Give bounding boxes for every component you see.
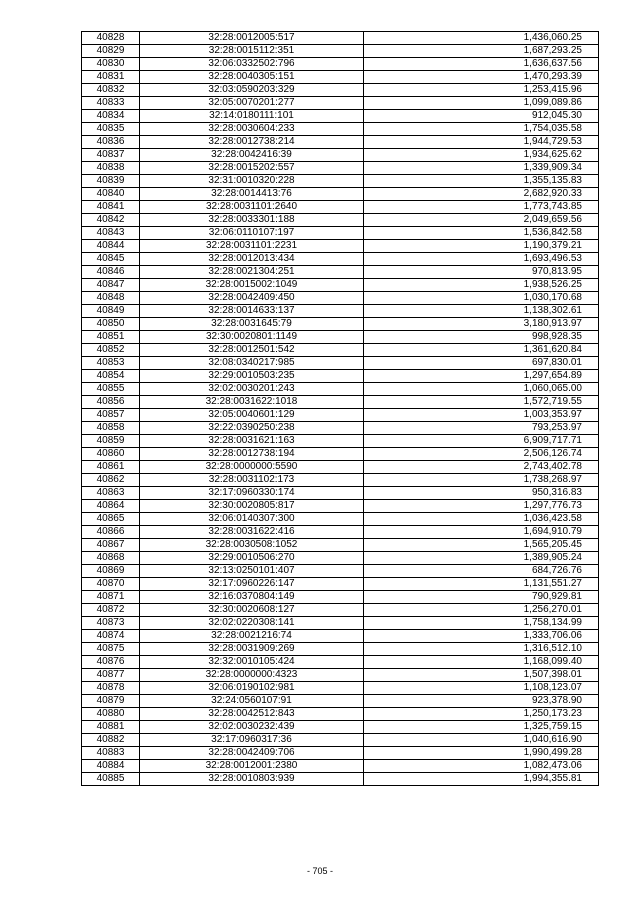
row-number-cell: 40865 bbox=[82, 513, 140, 526]
value-cell: 1,253,415.96 bbox=[364, 84, 599, 97]
value-cell: 1,636,637.56 bbox=[364, 58, 599, 71]
table-row bbox=[82, 513, 599, 526]
row-number-cell: 40854 bbox=[82, 370, 140, 383]
row-number-cell: 40834 bbox=[82, 110, 140, 123]
row-number-cell: 40852 bbox=[82, 344, 140, 357]
table-row bbox=[82, 695, 599, 708]
row-number-cell: 40830 bbox=[82, 58, 140, 71]
cadastral-number-cell: 32:03:0590203:329 bbox=[140, 84, 364, 97]
row-number-cell: 40873 bbox=[82, 617, 140, 630]
value-cell: 1,297,654.89 bbox=[364, 370, 599, 383]
table-row bbox=[82, 357, 599, 370]
row-number-cell: 40862 bbox=[82, 474, 140, 487]
table-row bbox=[82, 591, 599, 604]
value-cell: 912,045.30 bbox=[364, 110, 599, 123]
row-number-cell: 40878 bbox=[82, 682, 140, 695]
value-cell: 1,536,842.58 bbox=[364, 227, 599, 240]
cadastral-number-cell: 32:28:0015202:557 bbox=[140, 162, 364, 175]
value-cell: 1,994,355.81 bbox=[364, 773, 599, 786]
cadastral-number-cell: 32:28:0031101:2640 bbox=[140, 201, 364, 214]
cadastral-number-cell: 32:28:0033301:188 bbox=[140, 214, 364, 227]
value-cell: 1,934,625.62 bbox=[364, 149, 599, 162]
value-cell: 950,316.83 bbox=[364, 487, 599, 500]
cadastral-number-cell: 32:28:0031645:79 bbox=[140, 318, 364, 331]
row-number-cell: 40866 bbox=[82, 526, 140, 539]
value-cell: 1,030,170.68 bbox=[364, 292, 599, 305]
table-row bbox=[82, 149, 599, 162]
table-row bbox=[82, 123, 599, 136]
cadastral-number-cell: 32:17:0960330:174 bbox=[140, 487, 364, 500]
row-number-cell: 40856 bbox=[82, 396, 140, 409]
value-cell: 1,565,205.45 bbox=[364, 539, 599, 552]
cadastral-number-cell: 32:28:0040305:151 bbox=[140, 71, 364, 84]
table-row bbox=[82, 487, 599, 500]
value-cell: 793,253.97 bbox=[364, 422, 599, 435]
row-number-cell: 40879 bbox=[82, 695, 140, 708]
value-cell: 1,316,512.10 bbox=[364, 643, 599, 656]
cadastral-number-cell: 32:28:0031622:416 bbox=[140, 526, 364, 539]
cadastral-number-cell: 32:28:0031621:163 bbox=[140, 435, 364, 448]
row-number-cell: 40871 bbox=[82, 591, 140, 604]
table-row bbox=[82, 500, 599, 513]
table-row bbox=[82, 292, 599, 305]
table-row bbox=[82, 45, 599, 58]
value-cell: 684,726.76 bbox=[364, 565, 599, 578]
table-row bbox=[82, 630, 599, 643]
row-number-cell: 40833 bbox=[82, 97, 140, 110]
cadastral-number-cell: 32:06:0332502:796 bbox=[140, 58, 364, 71]
table-row bbox=[82, 136, 599, 149]
cadastral-number-cell: 32:29:0010503:235 bbox=[140, 370, 364, 383]
cadastral-number-cell: 32:17:0960226:147 bbox=[140, 578, 364, 591]
cadastral-number-cell: 32:22:0390250:238 bbox=[140, 422, 364, 435]
cadastral-number-cell: 32:28:0021304:251 bbox=[140, 266, 364, 279]
table-row bbox=[82, 448, 599, 461]
row-number-cell: 40861 bbox=[82, 461, 140, 474]
row-number-cell: 40869 bbox=[82, 565, 140, 578]
cadastral-number-cell: 32:28:0031909:269 bbox=[140, 643, 364, 656]
value-cell: 1,131,551.27 bbox=[364, 578, 599, 591]
row-number-cell: 40837 bbox=[82, 149, 140, 162]
value-cell: 2,682,920.33 bbox=[364, 188, 599, 201]
value-cell: 2,743,402.78 bbox=[364, 461, 599, 474]
table-row bbox=[82, 253, 599, 266]
value-cell: 1,694,910.79 bbox=[364, 526, 599, 539]
row-number-cell: 40880 bbox=[82, 708, 140, 721]
value-cell: 1,256,270.01 bbox=[364, 604, 599, 617]
value-cell: 1,036,423.58 bbox=[364, 513, 599, 526]
table-row bbox=[82, 227, 599, 240]
cadastral-number-cell: 32:05:0040601:129 bbox=[140, 409, 364, 422]
cadastral-number-cell: 32:02:0220308:141 bbox=[140, 617, 364, 630]
row-number-cell: 40839 bbox=[82, 175, 140, 188]
cadastral-number-cell: 32:17:0960317:36 bbox=[140, 734, 364, 747]
table-row bbox=[82, 240, 599, 253]
value-cell: 1,693,496.53 bbox=[364, 253, 599, 266]
cadastral-number-cell: 32:28:0012738:214 bbox=[140, 136, 364, 149]
cadastral-number-cell: 32:28:0042512:843 bbox=[140, 708, 364, 721]
cadastral-number-cell: 32:13:0250101:407 bbox=[140, 565, 364, 578]
value-cell: 1,168,099.40 bbox=[364, 656, 599, 669]
table-row bbox=[82, 461, 599, 474]
value-cell: 1,361,620.84 bbox=[364, 344, 599, 357]
value-cell: 1,436,060.25 bbox=[364, 32, 599, 45]
table-row bbox=[82, 344, 599, 357]
table-row bbox=[82, 474, 599, 487]
value-cell: 1,687,293.25 bbox=[364, 45, 599, 58]
cadastral-number-cell: 32:28:0012013:434 bbox=[140, 253, 364, 266]
cadastral-number-cell: 32:28:0012005:517 bbox=[140, 32, 364, 45]
value-cell: 1,389,905.24 bbox=[364, 552, 599, 565]
cadastral-number-cell: 32:28:0015112:351 bbox=[140, 45, 364, 58]
row-number-cell: 40832 bbox=[82, 84, 140, 97]
table-row bbox=[82, 409, 599, 422]
row-number-cell: 40883 bbox=[82, 747, 140, 760]
row-number-cell: 40835 bbox=[82, 123, 140, 136]
value-cell: 1,773,743.85 bbox=[364, 201, 599, 214]
cadastral-number-cell: 32:28:0042409:450 bbox=[140, 292, 364, 305]
value-cell: 1,738,268.97 bbox=[364, 474, 599, 487]
table-row bbox=[82, 175, 599, 188]
row-number-cell: 40860 bbox=[82, 448, 140, 461]
row-number-cell: 40842 bbox=[82, 214, 140, 227]
table-row bbox=[82, 422, 599, 435]
cadastral-number-cell: 32:02:0030232:439 bbox=[140, 721, 364, 734]
table-row bbox=[82, 747, 599, 760]
row-number-cell: 40858 bbox=[82, 422, 140, 435]
table-row bbox=[82, 32, 599, 45]
table-row bbox=[82, 721, 599, 734]
value-cell: 1,938,526.25 bbox=[364, 279, 599, 292]
table-row bbox=[82, 565, 599, 578]
table-row bbox=[82, 539, 599, 552]
value-cell: 2,049,659.56 bbox=[364, 214, 599, 227]
row-number-cell: 40847 bbox=[82, 279, 140, 292]
row-number-cell: 40881 bbox=[82, 721, 140, 734]
row-number-cell: 40885 bbox=[82, 773, 140, 786]
row-number-cell: 40857 bbox=[82, 409, 140, 422]
table-row bbox=[82, 760, 599, 773]
table-row bbox=[82, 552, 599, 565]
row-number-cell: 40850 bbox=[82, 318, 140, 331]
cadastral-number-cell: 32:29:0010506:270 bbox=[140, 552, 364, 565]
cadastral-number-cell: 32:28:0012738:194 bbox=[140, 448, 364, 461]
value-cell: 1,944,729.53 bbox=[364, 136, 599, 149]
value-cell: 1,339,909.34 bbox=[364, 162, 599, 175]
table-row bbox=[82, 435, 599, 448]
table-row bbox=[82, 643, 599, 656]
row-number-cell: 40868 bbox=[82, 552, 140, 565]
table-row bbox=[82, 682, 599, 695]
row-number-cell: 40836 bbox=[82, 136, 140, 149]
value-cell: 923,378.90 bbox=[364, 695, 599, 708]
value-cell: 1,099,089.86 bbox=[364, 97, 599, 110]
row-number-cell: 40853 bbox=[82, 357, 140, 370]
value-cell: 1,060,065.00 bbox=[364, 383, 599, 396]
row-number-cell: 40863 bbox=[82, 487, 140, 500]
row-number-cell: 40828 bbox=[82, 32, 140, 45]
value-cell: 1,138,302.61 bbox=[364, 305, 599, 318]
value-cell: 1,333,706.06 bbox=[364, 630, 599, 643]
table-row bbox=[82, 214, 599, 227]
cadastral-number-cell: 32:14:0180111:101 bbox=[140, 110, 364, 123]
cadastral-number-cell: 32:28:0031102:173 bbox=[140, 474, 364, 487]
table-row bbox=[82, 279, 599, 292]
value-cell: 1,108,123.07 bbox=[364, 682, 599, 695]
row-number-cell: 40829 bbox=[82, 45, 140, 58]
row-number-cell: 40864 bbox=[82, 500, 140, 513]
value-cell: 1,040,616.90 bbox=[364, 734, 599, 747]
cadastral-number-cell: 32:06:0140307:300 bbox=[140, 513, 364, 526]
row-number-cell: 40848 bbox=[82, 292, 140, 305]
value-cell: 1,297,776.73 bbox=[364, 500, 599, 513]
cadastral-number-cell: 32:28:0010803:939 bbox=[140, 773, 364, 786]
table-row bbox=[82, 84, 599, 97]
cadastral-value-table bbox=[81, 31, 599, 786]
value-cell: 1,250,173.23 bbox=[364, 708, 599, 721]
table-row bbox=[82, 383, 599, 396]
table-row bbox=[82, 305, 599, 318]
table-row bbox=[82, 578, 599, 591]
cadastral-number-cell: 32:06:0110107:197 bbox=[140, 227, 364, 240]
value-cell: 970,813.95 bbox=[364, 266, 599, 279]
value-cell: 1,082,473.06 bbox=[364, 760, 599, 773]
cadastral-number-cell: 32:28:0030604:233 bbox=[140, 123, 364, 136]
table-row bbox=[82, 97, 599, 110]
cadastral-number-cell: 32:30:0020805:817 bbox=[140, 500, 364, 513]
cadastral-number-cell: 32:24:0560107:91 bbox=[140, 695, 364, 708]
row-number-cell: 40877 bbox=[82, 669, 140, 682]
row-number-cell: 40882 bbox=[82, 734, 140, 747]
cadastral-number-cell: 32:28:0000000:5590 bbox=[140, 461, 364, 474]
row-number-cell: 40845 bbox=[82, 253, 140, 266]
cadastral-number-cell: 32:28:0042416:39 bbox=[140, 149, 364, 162]
value-cell: 1,003,353.97 bbox=[364, 409, 599, 422]
cadastral-number-cell: 32:28:0030508:1052 bbox=[140, 539, 364, 552]
table-row bbox=[82, 396, 599, 409]
cadastral-number-cell: 32:32:0010105:424 bbox=[140, 656, 364, 669]
row-number-cell: 40844 bbox=[82, 240, 140, 253]
table-row bbox=[82, 734, 599, 747]
cadastral-number-cell: 32:28:0015002:1049 bbox=[140, 279, 364, 292]
cadastral-number-cell: 32:05:0070201:277 bbox=[140, 97, 364, 110]
row-number-cell: 40875 bbox=[82, 643, 140, 656]
table-body bbox=[82, 32, 599, 786]
row-number-cell: 40867 bbox=[82, 539, 140, 552]
row-number-cell: 40859 bbox=[82, 435, 140, 448]
table-row bbox=[82, 604, 599, 617]
value-cell: 1,325,759.15 bbox=[364, 721, 599, 734]
value-cell: 1,507,398.01 bbox=[364, 669, 599, 682]
cadastral-number-cell: 32:28:0021216:74 bbox=[140, 630, 364, 643]
table-row bbox=[82, 188, 599, 201]
row-number-cell: 40874 bbox=[82, 630, 140, 643]
cadastral-number-cell: 32:28:0042409:706 bbox=[140, 747, 364, 760]
value-cell: 1,990,499.28 bbox=[364, 747, 599, 760]
cadastral-number-cell: 32:28:0031101:2231 bbox=[140, 240, 364, 253]
table-row bbox=[82, 370, 599, 383]
value-cell: 1,355,135.83 bbox=[364, 175, 599, 188]
row-number-cell: 40855 bbox=[82, 383, 140, 396]
value-cell: 1,190,379.21 bbox=[364, 240, 599, 253]
row-number-cell: 40840 bbox=[82, 188, 140, 201]
value-cell: 998,928.35 bbox=[364, 331, 599, 344]
cadastral-number-cell: 32:30:0020801:1149 bbox=[140, 331, 364, 344]
cadastral-number-cell: 32:02:0030201:243 bbox=[140, 383, 364, 396]
cadastral-number-cell: 32:28:0014413:76 bbox=[140, 188, 364, 201]
table-row bbox=[82, 266, 599, 279]
table-row bbox=[82, 201, 599, 214]
table-row bbox=[82, 526, 599, 539]
value-cell: 1,758,134.99 bbox=[364, 617, 599, 630]
table-row bbox=[82, 708, 599, 721]
table-row bbox=[82, 162, 599, 175]
cadastral-number-cell: 32:30:0020608:127 bbox=[140, 604, 364, 617]
value-cell: 1,754,035.58 bbox=[364, 123, 599, 136]
table-row bbox=[82, 656, 599, 669]
value-cell: 2,506,126.74 bbox=[364, 448, 599, 461]
row-number-cell: 40838 bbox=[82, 162, 140, 175]
row-number-cell: 40870 bbox=[82, 578, 140, 591]
value-cell: 790,929.81 bbox=[364, 591, 599, 604]
cadastral-number-cell: 32:28:0000000:4323 bbox=[140, 669, 364, 682]
row-number-cell: 40841 bbox=[82, 201, 140, 214]
row-number-cell: 40872 bbox=[82, 604, 140, 617]
value-cell: 3,180,913.97 bbox=[364, 318, 599, 331]
row-number-cell: 40851 bbox=[82, 331, 140, 344]
table-row bbox=[82, 331, 599, 344]
cadastral-number-cell: 32:28:0031622:1018 bbox=[140, 396, 364, 409]
table-row bbox=[82, 58, 599, 71]
cadastral-number-cell: 32:08:0340217:985 bbox=[140, 357, 364, 370]
cadastral-number-cell: 32:31:0010320:228 bbox=[140, 175, 364, 188]
table-row bbox=[82, 617, 599, 630]
value-cell: 1,470,293.39 bbox=[364, 71, 599, 84]
value-cell: 6,909,717.71 bbox=[364, 435, 599, 448]
cadastral-number-cell: 32:28:0012501:542 bbox=[140, 344, 364, 357]
cadastral-number-cell: 32:28:0012001:2380 bbox=[140, 760, 364, 773]
row-number-cell: 40884 bbox=[82, 760, 140, 773]
table-row bbox=[82, 773, 599, 786]
table-row bbox=[82, 110, 599, 123]
value-cell: 1,572,719.55 bbox=[364, 396, 599, 409]
table-row bbox=[82, 71, 599, 84]
row-number-cell: 40846 bbox=[82, 266, 140, 279]
table-row bbox=[82, 669, 599, 682]
cadastral-number-cell: 32:06:0190102:981 bbox=[140, 682, 364, 695]
table-row bbox=[82, 318, 599, 331]
cadastral-number-cell: 32:28:0014633:137 bbox=[140, 305, 364, 318]
row-number-cell: 40876 bbox=[82, 656, 140, 669]
row-number-cell: 40849 bbox=[82, 305, 140, 318]
page-number: - 705 - bbox=[306, 866, 333, 876]
row-number-cell: 40831 bbox=[82, 71, 140, 84]
row-number-cell: 40843 bbox=[82, 227, 140, 240]
value-cell: 697,830.01 bbox=[364, 357, 599, 370]
cadastral-number-cell: 32:16:0370804:149 bbox=[140, 591, 364, 604]
